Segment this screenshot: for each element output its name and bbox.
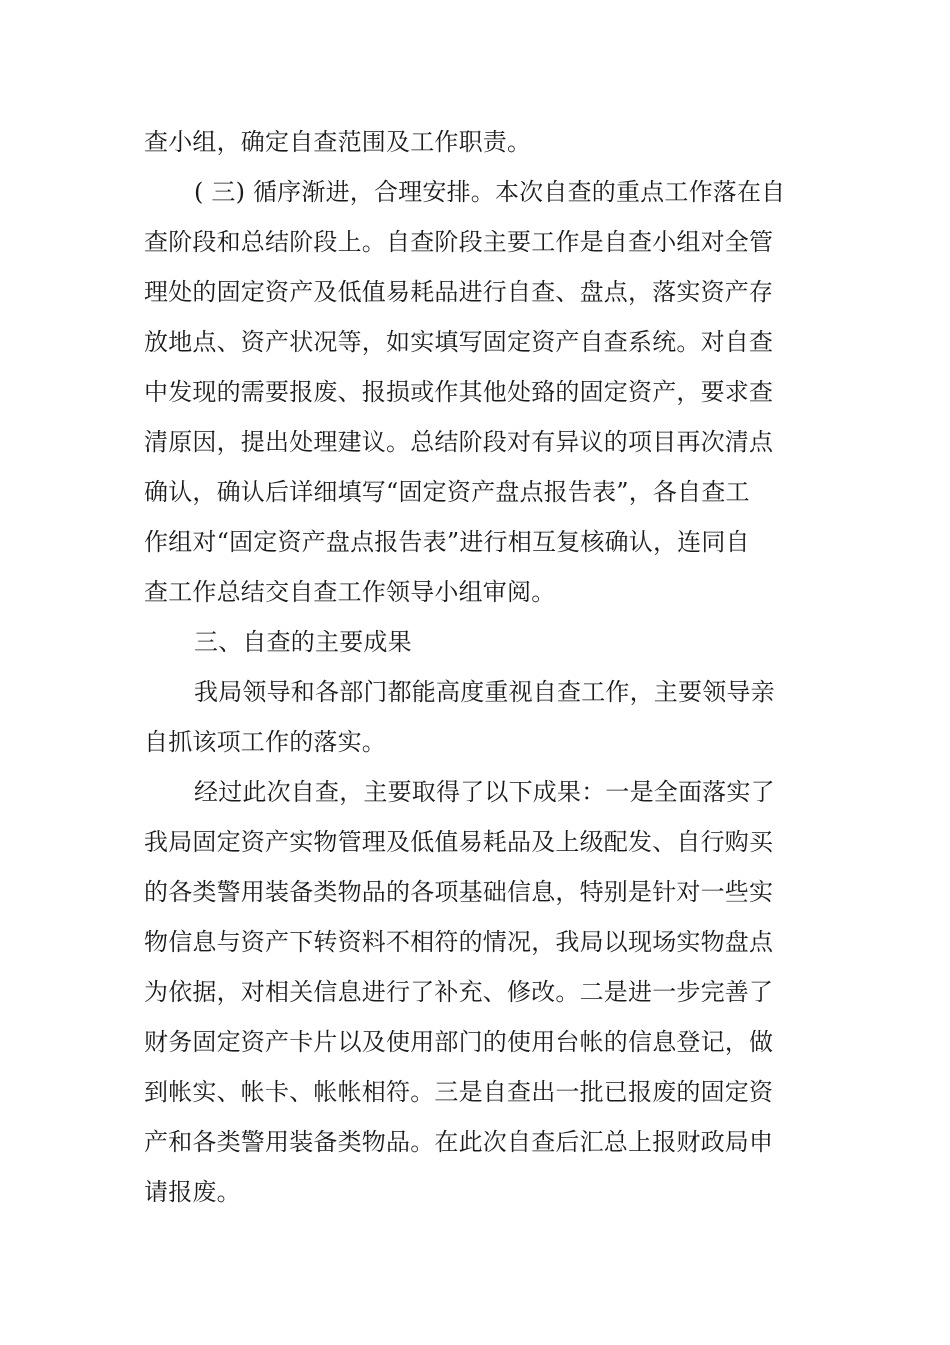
text-line: 产和各类警用装备类物品。在此次自查后汇总上报财政局申 (144, 1128, 774, 1156)
text-line: 我局领导和各部门都能高度重视自查工作，主要领导亲 (194, 678, 775, 706)
text-line: 到帐实、帐卡、帐帐相符。三是自查出一批已报废的固定资 (144, 1078, 774, 1106)
text-line: 请报废。 (144, 1178, 241, 1206)
section-heading: 三、自查的主要成果 (194, 628, 412, 656)
text-line: 清原因，提出处理建议。总结阶段对有异议的项目再次清点 (144, 428, 774, 456)
text-line: 放地点、资产状况等，如实填写固定资产自查系统。对自查 (144, 328, 774, 356)
text-line: 作组对“固定资产盘点报告表”进行相互复核确认，连同自 (144, 528, 750, 556)
text-line: 为依据，对相关信息进行了补充、修改。二是进一步完善了 (144, 978, 774, 1006)
text-line: 查工作总结交自查工作领导小组审阅。 (144, 578, 556, 606)
text-line: 查小组，确定自查范围及工作职责。 (144, 128, 532, 156)
document-body (144, 117, 786, 1217)
text-line: 财务固定资产卡片以及使用部门的使用台帐的信息登记，做 (144, 1028, 774, 1056)
text-line: 物信息与资产下转资料不相符的情况，我局以现场实物盘点 (144, 928, 774, 956)
text-line: 理处的固定资产及低值易耗品进行自查、盘点，落实资产存 (144, 278, 774, 306)
text-line: 中发现的需要报废、报损或作其他处臵的固定资产，要求查 (144, 378, 774, 406)
text-line: ( 三) 循序渐进，合理安排。本次自查的重点工作落在自 (194, 178, 786, 206)
text-line: 确认，确认后详细填写“固定资产盘点报告表”，各自查工 (144, 478, 750, 506)
text-line: 的各类警用装备类物品的各项基础信息，特别是针对一些实 (144, 878, 774, 906)
text-line: 经过此次自查，主要取得了以下成果：一是全面落实了 (194, 778, 775, 806)
text-line: 我局固定资产实物管理及低值易耗品及上级配发、自行购买 (144, 828, 774, 856)
text-line: 自抓该项工作的落实。 (144, 728, 386, 756)
text-line: 查阶段和总结阶段上。自查阶段主要工作是自查小组对全管 (144, 228, 774, 256)
